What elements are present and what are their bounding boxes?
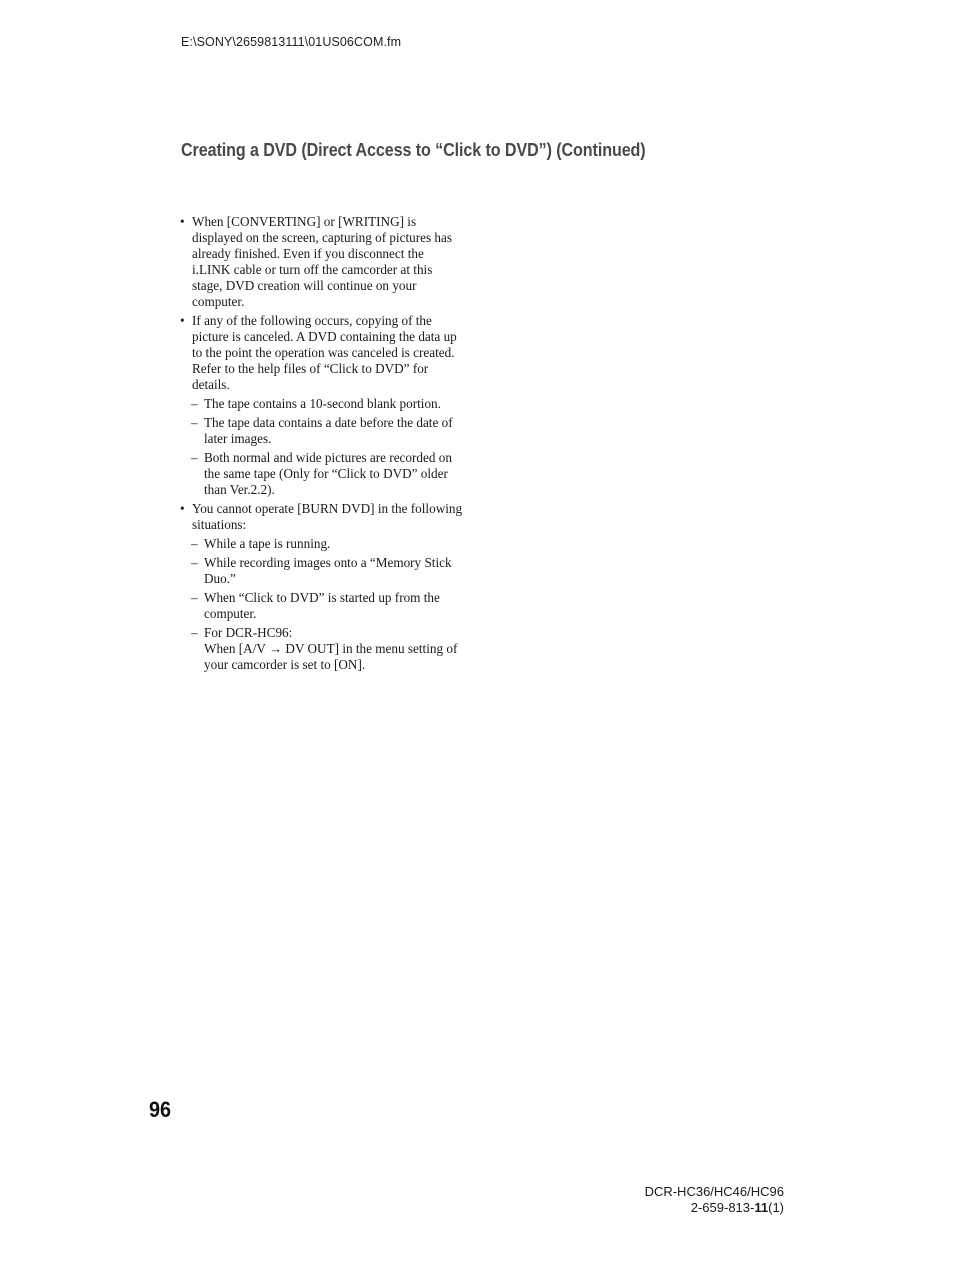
sub-item-text: When “Click to DVD” is started up from the computer. (204, 590, 440, 621)
dash-mark: – (191, 555, 198, 570)
note-bullet (179, 214, 463, 310)
model-numbers: DCR-HC36/HC46/HC96 (644, 1184, 784, 1199)
sub-item-text: While a tape is running. (204, 536, 331, 551)
sub-item-text: The tape contains a 10-second blank portion. (204, 396, 441, 411)
note-bullet (179, 313, 463, 393)
note-text: If any of the following occurs, copying of the picture is canceled. A DVD containing the data up to the point the operation was canceled is created. Refer to the help files of “Click to DVD” for details. (192, 313, 457, 392)
sub-item (179, 625, 463, 673)
footer-model-info (645, 1184, 784, 1216)
notes-column (179, 214, 463, 676)
note-text: When [CONVERTING] or [WRITING] is displayed on the screen, capturing of pictures has already finished. Even if you disconnect the i.LINK cable or turn off the camcorder at this stage, DVD creation will continue on your computer. (192, 214, 453, 309)
sub-item (179, 536, 463, 552)
document-code-suffix: (1) (768, 1200, 784, 1215)
document-code (645, 1200, 784, 1216)
dash-mark: – (191, 450, 198, 465)
sub-item (179, 415, 463, 447)
note-text: You cannot operate [BURN DVD] in the following situations: (192, 501, 463, 532)
sub-item (179, 450, 463, 498)
file-path: E:\SONY\2659813111\01US06COM.fm (181, 35, 402, 49)
sub-item (179, 396, 463, 412)
dash-mark: – (191, 590, 198, 605)
page-number: 96 (149, 1097, 172, 1122)
sub-item (179, 555, 463, 587)
sub-item-text: Both normal and wide pictures are recorded on the same tape (Only for “Click to DVD” older than Ver.2.2). (204, 450, 452, 497)
bullet-mark: • (180, 501, 185, 516)
sub-item (179, 590, 463, 622)
page-title: Creating a DVD (Direct Access to “Click to DVD”) (Continued) (181, 139, 646, 160)
sub-item-text: While recording images onto a “Memory Stick Duo.” (204, 555, 452, 586)
dash-mark: – (191, 396, 198, 411)
sub-item-heading: For DCR-HC96: (204, 625, 293, 640)
sub-item-text: When [A/V → DV OUT] in the menu setting of your camcorder is set to [ON]. (204, 641, 458, 672)
document-code-bold: 11 (754, 1200, 769, 1215)
note-bullet (179, 501, 463, 533)
document-code-prefix: 2-659-813- (690, 1200, 755, 1215)
bullet-mark: • (180, 313, 185, 328)
dash-mark: – (191, 415, 198, 430)
bullet-mark: • (180, 214, 185, 229)
dash-mark: – (191, 625, 198, 640)
sub-item-text: The tape data contains a date before the date of later images. (204, 415, 453, 446)
dash-mark: – (191, 536, 198, 551)
